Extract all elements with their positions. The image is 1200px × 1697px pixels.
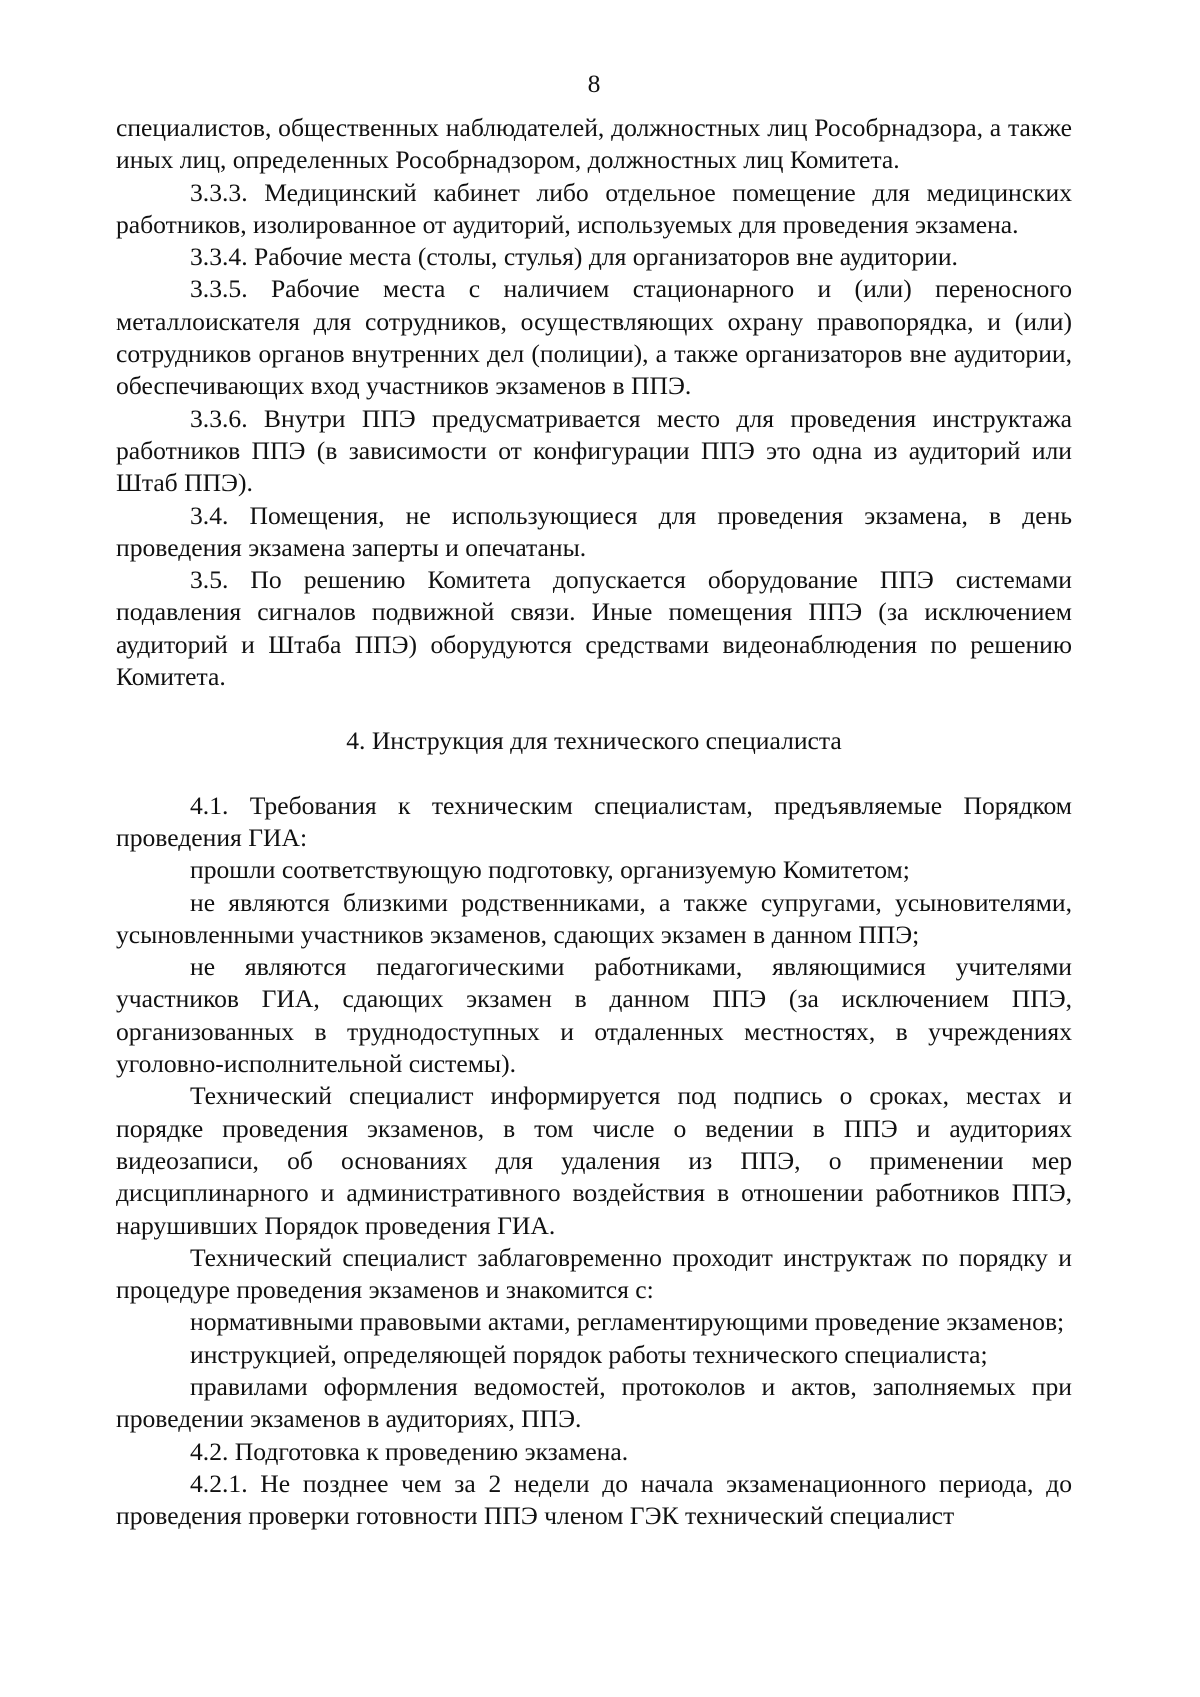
paragraph-4-1: 4.1. Требования к техническим специалистам, предъявляемые Порядком проведения ГИА:: [116, 790, 1072, 852]
paragraph-3-5: 3.5. По решению Комитета допускается оборудование ППЭ системами подавления сигналов подвижной связи. Иные помещения ППЭ (за исключением аудиторий и Штаба ППЭ) оборудуются средствами видеонаблюдения по решению Комитета.: [116, 565, 1072, 692]
paragraph-continuation: специалистов, общественных наблюдателей, должностных лиц Рособрнадзора, а также иных лиц, определенных Рособрнадзором, должностных лиц Комитета.: [116, 113, 1072, 175]
body-after-heading: [116, 790, 1072, 1533]
list-item: не являются педагогическими работниками, являющимися учителями участников ГИА, сдающих экзамен в данном ППЭ (за исключением ППЭ, организованных в труднодоступных и отдаленных местностях, в учреждениях уголовно-исполнительной системы).: [116, 952, 1072, 1079]
paragraph-3-3-6: 3.3.6. Внутри ППЭ предусматривается место для проведения инструктажа работников ППЭ (в зависимости от конфигурации ППЭ это одна из аудиторий или Штаб ППЭ).: [116, 403, 1072, 498]
section-heading: 4. Инструкция для технического специалиста: [346, 726, 842, 756]
list-item: прошли соответствующую подготовку, организуемую Комитетом;: [190, 855, 910, 885]
paragraph-4-2-1: 4.2.1. Не позднее чем за 2 недели до начала экзаменационного периода, до проведения проверки готовности ППЭ членом ГЭК технический специалист: [116, 1468, 1072, 1531]
document-page: [116, 62, 1072, 1532]
paragraph-3-4: 3.4. Помещения, не использующиеся для проведения экзамена, в день проведения экзамена заперты и опечатаны.: [116, 500, 1072, 562]
paragraph: Технический специалист информируется под подпись о сроках, местах и порядке проведения экзаменов, в том числе о ведении в ППЭ и аудиториях видеозаписи, об основаниях для удаления из ППЭ, о применении мер дисциплинарного и административного воздействия в отношении работников ППЭ, нарушивших Порядок проведения ГИА.: [116, 1081, 1072, 1240]
paragraph-3-3-5: 3.3.5. Рабочие места с наличием стационарного и (или) переносного металлоискателя для сотрудников, осуществляющих охрану правопорядка, и (или) сотрудников органов внутренних дел (полиции), а также организаторов вне аудитории, обеспечивающих вход участников экзаменов в ППЭ.: [116, 274, 1072, 401]
spacer: [116, 693, 1072, 725]
list-item: инструкцией, определяющей порядок работы технического специалиста;: [190, 1339, 988, 1369]
paragraph-3-3-4: 3.3.4. Рабочие места (столы, стулья) для организаторов вне аудитории.: [190, 242, 958, 272]
list-item: нормативными правовыми актами, регламентирующими проведение экзаменов;: [190, 1307, 1065, 1337]
list-item: не являются близкими родственниками, а также супругами, усыновителями, усыновленными участников экзаменов, сдающих экзамен в данном ППЭ;: [116, 887, 1072, 949]
list-item: правилами оформления ведомостей, протоколов и актов, заполняемых при проведении экзаменов в аудиториях, ППЭ.: [116, 1371, 1072, 1434]
paragraph-3-3-3: 3.3.3. Медицинский кабинет либо отдельное помещение для медицинских работников, изолированное от аудиторий, используемых для проведения экзамена.: [116, 177, 1072, 239]
body-before-heading: [116, 112, 1072, 693]
paragraph: Технический специалист заблаговременно проходит инструктаж по порядку и процедуре проведения экзаменов и знакомится с:: [116, 1242, 1072, 1305]
paragraph-4-2: 4.2. Подготовка к проведению экзамена.: [190, 1436, 629, 1466]
spacer: [116, 758, 1072, 790]
page-number: 8: [587, 69, 601, 98]
